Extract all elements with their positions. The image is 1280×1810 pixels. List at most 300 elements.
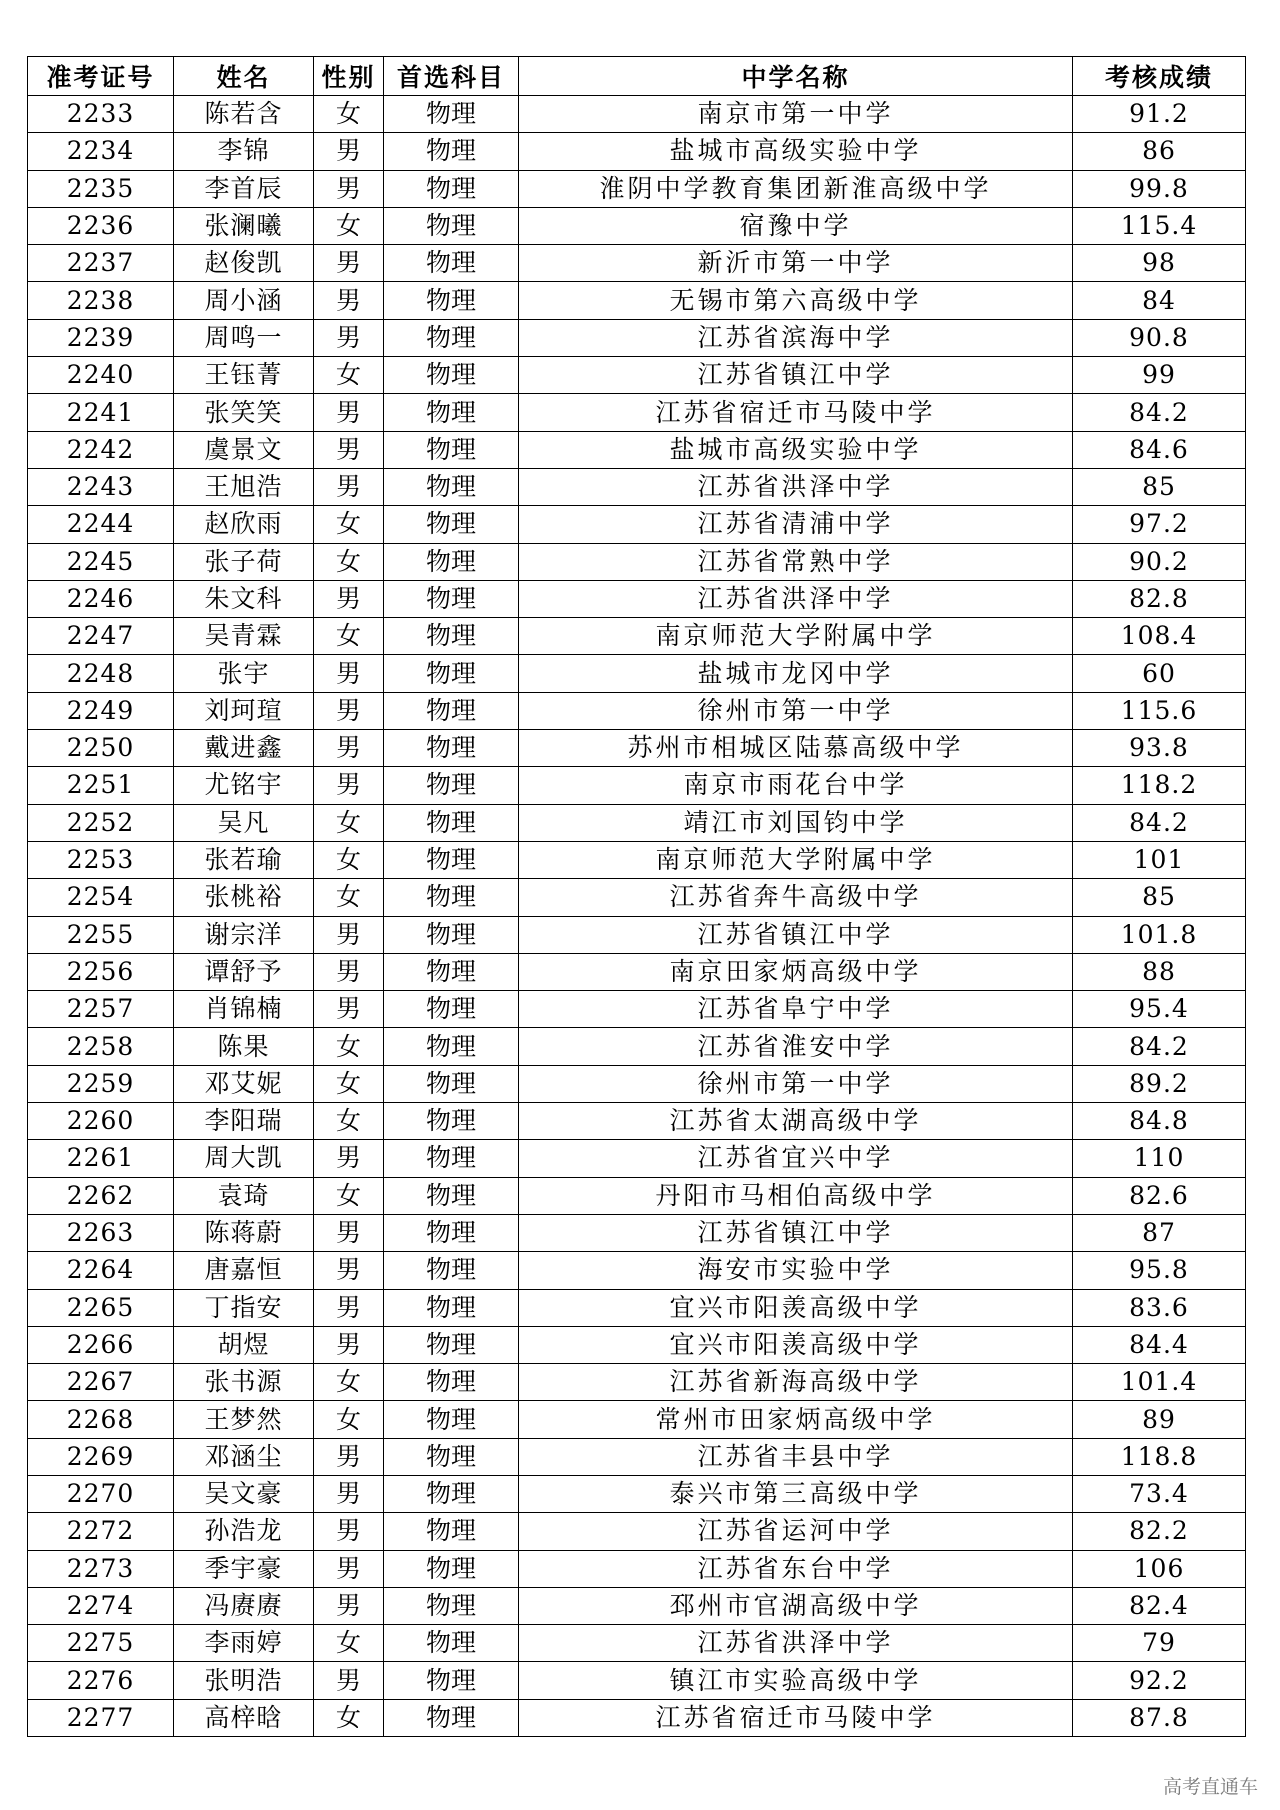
subject-cell: 物理 (384, 1289, 519, 1326)
gender-cell: 男 (314, 1475, 384, 1512)
subject-cell: 物理 (384, 730, 519, 767)
exam-id-cell: 2252 (28, 804, 174, 841)
name-cell: 吴文豪 (174, 1475, 314, 1512)
school-cell: 江苏省东台中学 (519, 1550, 1073, 1587)
school-cell: 江苏省洪泽中学 (519, 580, 1073, 617)
exam-id-cell: 2277 (28, 1699, 174, 1736)
score-cell: 60 (1073, 655, 1246, 692)
table-row (28, 1252, 1246, 1289)
name-cell: 王梦然 (174, 1401, 314, 1438)
exam-id-cell: 2250 (28, 730, 174, 767)
subject-cell: 物理 (384, 991, 519, 1028)
subject-cell: 物理 (384, 282, 519, 319)
school-cell: 盐城市高级实验中学 (519, 133, 1073, 170)
school-cell: 徐州市第一中学 (519, 1065, 1073, 1102)
name-cell: 张桃裕 (174, 879, 314, 916)
school-cell: 江苏省镇江中学 (519, 916, 1073, 953)
name-cell: 李阳瑞 (174, 1103, 314, 1140)
exam-id-cell: 2270 (28, 1475, 174, 1512)
score-cell: 101.8 (1073, 916, 1246, 953)
table-row (28, 245, 1246, 282)
score-cell: 93.8 (1073, 730, 1246, 767)
name-cell: 周鸣一 (174, 319, 314, 356)
school-cell: 盐城市高级实验中学 (519, 431, 1073, 468)
subject-cell: 物理 (384, 692, 519, 729)
score-cell: 88 (1073, 953, 1246, 990)
subject-cell: 物理 (384, 245, 519, 282)
table-row (28, 1699, 1246, 1736)
table-row (28, 543, 1246, 580)
exam-id-cell: 2260 (28, 1103, 174, 1140)
table-row (28, 1177, 1246, 1214)
score-cell: 87 (1073, 1214, 1246, 1251)
gender-cell: 男 (314, 1438, 384, 1475)
name-cell: 谢宗洋 (174, 916, 314, 953)
table-row (28, 1364, 1246, 1401)
school-cell: 江苏省宿迁市马陵中学 (519, 1699, 1073, 1736)
school-cell: 江苏省宿迁市马陵中学 (519, 394, 1073, 431)
exam-id-cell: 2266 (28, 1326, 174, 1363)
score-cell: 82.8 (1073, 580, 1246, 617)
header-school: 中学名称 (519, 57, 1073, 96)
exam-id-cell: 2242 (28, 431, 174, 468)
school-cell: 邳州市官湖高级中学 (519, 1587, 1073, 1624)
gender-cell: 女 (314, 506, 384, 543)
exam-id-cell: 2246 (28, 580, 174, 617)
table-row (28, 282, 1246, 319)
table-row (28, 319, 1246, 356)
name-cell: 张笑笑 (174, 394, 314, 431)
gender-cell: 男 (314, 282, 384, 319)
subject-cell: 物理 (384, 431, 519, 468)
score-cell: 84.6 (1073, 431, 1246, 468)
name-cell: 周大凯 (174, 1140, 314, 1177)
name-cell: 丁指安 (174, 1289, 314, 1326)
table-row (28, 394, 1246, 431)
table-row (28, 1028, 1246, 1065)
table-row (28, 841, 1246, 878)
subject-cell: 物理 (384, 804, 519, 841)
school-cell: 南京师范大学附属中学 (519, 618, 1073, 655)
score-cell: 106 (1073, 1550, 1246, 1587)
subject-cell: 物理 (384, 1252, 519, 1289)
table-row (28, 953, 1246, 990)
subject-cell: 物理 (384, 1326, 519, 1363)
name-cell: 赵俊凯 (174, 245, 314, 282)
gender-cell: 女 (314, 1028, 384, 1065)
table-row (28, 1587, 1246, 1624)
exam-id-cell: 2263 (28, 1214, 174, 1251)
subject-cell: 物理 (384, 133, 519, 170)
subject-cell: 物理 (384, 916, 519, 953)
subject-cell: 物理 (384, 1401, 519, 1438)
score-cell: 79 (1073, 1625, 1246, 1662)
gender-cell: 男 (314, 394, 384, 431)
subject-cell: 物理 (384, 1065, 519, 1102)
subject-cell: 物理 (384, 207, 519, 244)
subject-cell: 物理 (384, 1699, 519, 1736)
table-header-row (28, 57, 1246, 96)
score-cell: 84.8 (1073, 1103, 1246, 1140)
school-cell: 江苏省常熟中学 (519, 543, 1073, 580)
gender-cell: 男 (314, 468, 384, 505)
school-cell: 江苏省运河中学 (519, 1513, 1073, 1550)
exam-id-cell: 2261 (28, 1140, 174, 1177)
gender-cell: 女 (314, 96, 384, 133)
exam-id-cell: 2234 (28, 133, 174, 170)
gender-cell: 男 (314, 245, 384, 282)
subject-cell: 物理 (384, 394, 519, 431)
name-cell: 肖锦楠 (174, 991, 314, 1028)
gender-cell: 男 (314, 170, 384, 207)
name-cell: 朱文科 (174, 580, 314, 617)
exam-id-cell: 2265 (28, 1289, 174, 1326)
exam-id-cell: 2247 (28, 618, 174, 655)
gender-cell: 女 (314, 841, 384, 878)
name-cell: 张若瑜 (174, 841, 314, 878)
table-row (28, 170, 1246, 207)
school-cell: 江苏省淮安中学 (519, 1028, 1073, 1065)
name-cell: 李锦 (174, 133, 314, 170)
exam-id-cell: 2267 (28, 1364, 174, 1401)
exam-id-cell: 2259 (28, 1065, 174, 1102)
subject-cell: 物理 (384, 879, 519, 916)
table-row (28, 1326, 1246, 1363)
subject-cell: 物理 (384, 1475, 519, 1512)
exam-id-cell: 2274 (28, 1587, 174, 1624)
exam-id-cell: 2238 (28, 282, 174, 319)
header-name: 姓名 (174, 57, 314, 96)
table-row (28, 991, 1246, 1028)
name-cell: 虞景文 (174, 431, 314, 468)
name-cell: 刘珂瑄 (174, 692, 314, 729)
score-cell: 101 (1073, 841, 1246, 878)
exam-id-cell: 2256 (28, 953, 174, 990)
exam-id-cell: 2239 (28, 319, 174, 356)
table-row (28, 767, 1246, 804)
subject-cell: 物理 (384, 1214, 519, 1251)
score-cell: 83.6 (1073, 1289, 1246, 1326)
name-cell: 季宇豪 (174, 1550, 314, 1587)
name-cell: 邓艾妮 (174, 1065, 314, 1102)
exam-id-cell: 2240 (28, 357, 174, 394)
exam-id-cell: 2235 (28, 170, 174, 207)
school-cell: 江苏省阜宁中学 (519, 991, 1073, 1028)
table-row (28, 1625, 1246, 1662)
school-cell: 江苏省清浦中学 (519, 506, 1073, 543)
school-cell: 丹阳市马相伯高级中学 (519, 1177, 1073, 1214)
subject-cell: 物理 (384, 953, 519, 990)
table-row (28, 1140, 1246, 1177)
subject-cell: 物理 (384, 767, 519, 804)
name-cell: 高梓晗 (174, 1699, 314, 1736)
exam-id-cell: 2236 (28, 207, 174, 244)
score-cell: 95.4 (1073, 991, 1246, 1028)
school-cell: 新沂市第一中学 (519, 245, 1073, 282)
gender-cell: 女 (314, 1625, 384, 1662)
table-row (28, 1289, 1246, 1326)
table-row (28, 879, 1246, 916)
exam-id-cell: 2251 (28, 767, 174, 804)
school-cell: 南京田家炳高级中学 (519, 953, 1073, 990)
gender-cell: 男 (314, 1587, 384, 1624)
school-cell: 南京市雨花台中学 (519, 767, 1073, 804)
score-cell: 115.4 (1073, 207, 1246, 244)
gender-cell: 男 (314, 1289, 384, 1326)
gender-cell: 女 (314, 357, 384, 394)
score-cell: 98 (1073, 245, 1246, 282)
name-cell: 孙浩龙 (174, 1513, 314, 1550)
subject-cell: 物理 (384, 618, 519, 655)
table-row (28, 1103, 1246, 1140)
name-cell: 王钰菁 (174, 357, 314, 394)
score-cell: 115.6 (1073, 692, 1246, 729)
score-cell: 82.6 (1073, 1177, 1246, 1214)
school-cell: 靖江市刘国钧中学 (519, 804, 1073, 841)
gender-cell: 男 (314, 133, 384, 170)
score-cell: 108.4 (1073, 618, 1246, 655)
subject-cell: 物理 (384, 319, 519, 356)
gender-cell: 男 (314, 730, 384, 767)
gender-cell: 女 (314, 1364, 384, 1401)
name-cell: 张明浩 (174, 1662, 314, 1699)
subject-cell: 物理 (384, 357, 519, 394)
exam-id-cell: 2275 (28, 1625, 174, 1662)
exam-id-cell: 2241 (28, 394, 174, 431)
table-row (28, 1662, 1246, 1699)
score-cell: 89.2 (1073, 1065, 1246, 1102)
school-cell: 江苏省奔牛高级中学 (519, 879, 1073, 916)
gender-cell: 女 (314, 207, 384, 244)
name-cell: 陈蒋蔚 (174, 1214, 314, 1251)
school-cell: 江苏省宜兴中学 (519, 1140, 1073, 1177)
name-cell: 李雨婷 (174, 1625, 314, 1662)
name-cell: 冯赓赓 (174, 1587, 314, 1624)
gender-cell: 男 (314, 1550, 384, 1587)
exam-id-cell: 2249 (28, 692, 174, 729)
school-cell: 海安市实验中学 (519, 1252, 1073, 1289)
gender-cell: 男 (314, 655, 384, 692)
subject-cell: 物理 (384, 543, 519, 580)
subject-cell: 物理 (384, 1140, 519, 1177)
gender-cell: 男 (314, 1214, 384, 1251)
table-row (28, 1550, 1246, 1587)
name-cell: 袁琦 (174, 1177, 314, 1214)
subject-cell: 物理 (384, 1028, 519, 1065)
score-cell: 118.8 (1073, 1438, 1246, 1475)
subject-cell: 物理 (384, 1513, 519, 1550)
school-cell: 淮阴中学教育集团新淮高级中学 (519, 170, 1073, 207)
school-cell: 徐州市第一中学 (519, 692, 1073, 729)
table-row (28, 133, 1246, 170)
exam-id-cell: 2248 (28, 655, 174, 692)
table-row (28, 357, 1246, 394)
gender-cell: 男 (314, 1140, 384, 1177)
school-cell: 盐城市龙冈中学 (519, 655, 1073, 692)
name-cell: 唐嘉恒 (174, 1252, 314, 1289)
exam-id-cell: 2245 (28, 543, 174, 580)
subject-cell: 物理 (384, 1438, 519, 1475)
table-row (28, 431, 1246, 468)
school-cell: 江苏省新海高级中学 (519, 1364, 1073, 1401)
table-row (28, 916, 1246, 953)
school-cell: 南京师范大学附属中学 (519, 841, 1073, 878)
name-cell: 张子荷 (174, 543, 314, 580)
table-row (28, 96, 1246, 133)
gender-cell: 男 (314, 1513, 384, 1550)
school-cell: 江苏省滨海中学 (519, 319, 1073, 356)
exam-id-cell: 2233 (28, 96, 174, 133)
name-cell: 张澜曦 (174, 207, 314, 244)
subject-cell: 物理 (384, 468, 519, 505)
name-cell: 吴青霖 (174, 618, 314, 655)
subject-cell: 物理 (384, 1587, 519, 1624)
exam-id-cell: 2264 (28, 1252, 174, 1289)
score-cell: 99 (1073, 357, 1246, 394)
gender-cell: 男 (314, 1326, 384, 1363)
name-cell: 张书源 (174, 1364, 314, 1401)
exam-id-cell: 2273 (28, 1550, 174, 1587)
gender-cell: 女 (314, 1065, 384, 1102)
exam-id-cell: 2243 (28, 468, 174, 505)
table-row (28, 506, 1246, 543)
name-cell: 陈果 (174, 1028, 314, 1065)
name-cell: 李首辰 (174, 170, 314, 207)
name-cell: 邓涵尘 (174, 1438, 314, 1475)
gender-cell: 女 (314, 1699, 384, 1736)
gender-cell: 男 (314, 1252, 384, 1289)
gender-cell: 男 (314, 431, 384, 468)
subject-cell: 物理 (384, 1364, 519, 1401)
score-cell: 110 (1073, 1140, 1246, 1177)
score-cell: 91.2 (1073, 96, 1246, 133)
school-cell: 泰兴市第三高级中学 (519, 1475, 1073, 1512)
name-cell: 吴凡 (174, 804, 314, 841)
name-cell: 谭舒予 (174, 953, 314, 990)
subject-cell: 物理 (384, 655, 519, 692)
score-cell: 85 (1073, 468, 1246, 505)
exam-id-cell: 2262 (28, 1177, 174, 1214)
score-cell: 84 (1073, 282, 1246, 319)
score-cell: 118.2 (1073, 767, 1246, 804)
gender-cell: 男 (314, 767, 384, 804)
name-cell: 王旭浩 (174, 468, 314, 505)
table-row (28, 1475, 1246, 1512)
school-cell: 无锡市第六高级中学 (519, 282, 1073, 319)
table-row (28, 207, 1246, 244)
school-cell: 苏州市相城区陆慕高级中学 (519, 730, 1073, 767)
subject-cell: 物理 (384, 1177, 519, 1214)
score-cell: 82.4 (1073, 1587, 1246, 1624)
gender-cell: 女 (314, 1103, 384, 1140)
score-cell: 73.4 (1073, 1475, 1246, 1512)
subject-cell: 物理 (384, 841, 519, 878)
score-cell: 87.8 (1073, 1699, 1246, 1736)
school-cell: 南京市第一中学 (519, 96, 1073, 133)
gender-cell: 男 (314, 319, 384, 356)
subject-cell: 物理 (384, 1625, 519, 1662)
subject-cell: 物理 (384, 580, 519, 617)
name-cell: 陈若含 (174, 96, 314, 133)
name-cell: 赵欣雨 (174, 506, 314, 543)
score-cell: 84.2 (1073, 804, 1246, 841)
gender-cell: 女 (314, 543, 384, 580)
table-row (28, 655, 1246, 692)
school-cell: 江苏省洪泽中学 (519, 1625, 1073, 1662)
exam-id-cell: 2258 (28, 1028, 174, 1065)
score-cell: 89 (1073, 1401, 1246, 1438)
score-cell: 97.2 (1073, 506, 1246, 543)
score-table (27, 56, 1246, 1737)
score-cell: 84.2 (1073, 394, 1246, 431)
header-gender: 性别 (314, 57, 384, 96)
score-cell: 92.2 (1073, 1662, 1246, 1699)
exam-id-cell: 2269 (28, 1438, 174, 1475)
school-cell: 江苏省镇江中学 (519, 357, 1073, 394)
subject-cell: 物理 (384, 96, 519, 133)
name-cell: 张宇 (174, 655, 314, 692)
score-cell: 84.2 (1073, 1028, 1246, 1065)
subject-cell: 物理 (384, 506, 519, 543)
table-row (28, 1214, 1246, 1251)
name-cell: 尤铭宇 (174, 767, 314, 804)
gender-cell: 男 (314, 1662, 384, 1699)
score-cell: 101.4 (1073, 1364, 1246, 1401)
header-exam-id: 准考证号 (28, 57, 174, 96)
exam-id-cell: 2276 (28, 1662, 174, 1699)
school-cell: 常州市田家炳高级中学 (519, 1401, 1073, 1438)
score-cell: 95.8 (1073, 1252, 1246, 1289)
table-row (28, 1401, 1246, 1438)
subject-cell: 物理 (384, 1550, 519, 1587)
gender-cell: 男 (314, 953, 384, 990)
exam-id-cell: 2237 (28, 245, 174, 282)
school-cell: 江苏省太湖高级中学 (519, 1103, 1073, 1140)
gender-cell: 男 (314, 692, 384, 729)
table-row (28, 468, 1246, 505)
score-cell: 99.8 (1073, 170, 1246, 207)
name-cell: 胡煜 (174, 1326, 314, 1363)
score-cell: 86 (1073, 133, 1246, 170)
exam-id-cell: 2268 (28, 1401, 174, 1438)
table-row (28, 1438, 1246, 1475)
school-cell: 江苏省镇江中学 (519, 1214, 1073, 1251)
gender-cell: 女 (314, 879, 384, 916)
name-cell: 戴进鑫 (174, 730, 314, 767)
score-cell: 82.2 (1073, 1513, 1246, 1550)
table-row (28, 1065, 1246, 1102)
exam-id-cell: 2254 (28, 879, 174, 916)
exam-id-cell: 2257 (28, 991, 174, 1028)
name-cell: 周小涵 (174, 282, 314, 319)
gender-cell: 男 (314, 991, 384, 1028)
gender-cell: 女 (314, 1177, 384, 1214)
score-cell: 85 (1073, 879, 1246, 916)
table-row (28, 580, 1246, 617)
table-row (28, 804, 1246, 841)
gender-cell: 男 (314, 916, 384, 953)
gender-cell: 男 (314, 580, 384, 617)
school-cell: 镇江市实验高级中学 (519, 1662, 1073, 1699)
exam-id-cell: 2253 (28, 841, 174, 878)
header-subject: 首选科目 (384, 57, 519, 96)
table-row (28, 730, 1246, 767)
school-cell: 宜兴市阳羡高级中学 (519, 1289, 1073, 1326)
table-row (28, 692, 1246, 729)
exam-id-cell: 2272 (28, 1513, 174, 1550)
score-cell: 90.2 (1073, 543, 1246, 580)
score-cell: 84.4 (1073, 1326, 1246, 1363)
